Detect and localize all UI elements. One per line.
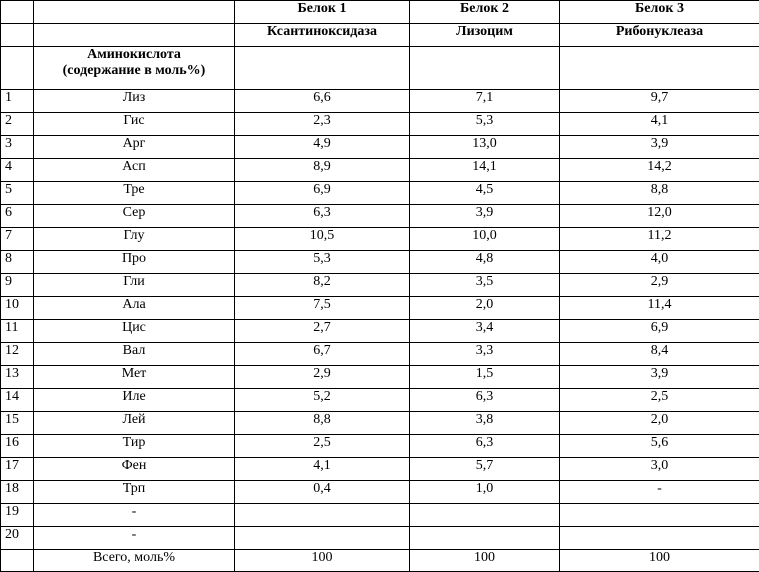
protein-2-value: 1,0 <box>410 481 560 504</box>
protein-1-value: 8,2 <box>235 274 410 297</box>
protein-3-value: 3,0 <box>560 458 759 481</box>
table-row <box>1 435 759 458</box>
protein-3-value: 4,0 <box>560 251 759 274</box>
protein-2-name: Лизоцим <box>410 24 560 47</box>
amino-title-line-1: Аминокислота <box>38 47 230 63</box>
row-number: 12 <box>1 343 34 366</box>
table-row <box>1 297 759 320</box>
protein-3-label: Белок 3 <box>560 1 759 24</box>
amino-acid-name: Иле <box>34 389 235 412</box>
row-number: 3 <box>1 136 34 159</box>
table-row <box>1 366 759 389</box>
row-number: 13 <box>1 366 34 389</box>
protein-1-value: 2,7 <box>235 320 410 343</box>
table-row <box>1 527 759 550</box>
protein-2-value: 3,5 <box>410 274 560 297</box>
row-number: 14 <box>1 389 34 412</box>
protein-1-value: 8,8 <box>235 412 410 435</box>
header-corner-cell <box>1 1 34 24</box>
table-row <box>1 458 759 481</box>
protein-1-value: 2,9 <box>235 366 410 389</box>
row-number: 20 <box>1 527 34 550</box>
protein-3-value: 2,9 <box>560 274 759 297</box>
protein-2-value: 2,0 <box>410 297 560 320</box>
protein-3-value <box>560 504 759 527</box>
protein-1-value: 10,5 <box>235 228 410 251</box>
protein-2-value: 3,9 <box>410 205 560 228</box>
total-protein-2: 100 <box>410 550 560 572</box>
protein-1-value: 2,5 <box>235 435 410 458</box>
header-row-protein-names <box>1 24 759 47</box>
protein-2-value: 14,1 <box>410 159 560 182</box>
protein-1-value: 6,6 <box>235 90 410 113</box>
protein-1-value: 4,9 <box>235 136 410 159</box>
protein-2-value: 3,3 <box>410 343 560 366</box>
header-row-amino-title <box>1 47 759 90</box>
amino-acid-name: Мет <box>34 366 235 389</box>
table-row <box>1 412 759 435</box>
amino-title-line-2: (содержание в моль%) <box>38 63 230 79</box>
amino-acid-name: Гис <box>34 113 235 136</box>
row-number: 1 <box>1 90 34 113</box>
amino-acid-name: Лиз <box>34 90 235 113</box>
protein-2-value <box>410 527 560 550</box>
header-empty-cell <box>235 47 410 90</box>
table-row <box>1 274 759 297</box>
protein-2-value: 4,5 <box>410 182 560 205</box>
protein-1-value: 5,2 <box>235 389 410 412</box>
protein-3-value: 4,1 <box>560 113 759 136</box>
protein-3-value: 9,7 <box>560 90 759 113</box>
amino-acid-name: Лей <box>34 412 235 435</box>
table-row <box>1 343 759 366</box>
amino-acid-name: Фен <box>34 458 235 481</box>
amino-acid-name: - <box>34 527 235 550</box>
header-empty-cell <box>34 24 235 47</box>
row-number: 7 <box>1 228 34 251</box>
protein-3-name: Рибонуклеаза <box>560 24 759 47</box>
table-row <box>1 159 759 182</box>
protein-1-value <box>235 527 410 550</box>
table-row <box>1 504 759 527</box>
protein-3-value: 5,6 <box>560 435 759 458</box>
amino-acid-name: Тир <box>34 435 235 458</box>
header-empty-cell <box>410 47 560 90</box>
amino-acid-name: Тре <box>34 182 235 205</box>
total-row <box>1 550 759 572</box>
protein-3-value: 6,9 <box>560 320 759 343</box>
protein-2-value: 1,5 <box>410 366 560 389</box>
protein-3-value: 12,0 <box>560 205 759 228</box>
protein-3-value: 8,4 <box>560 343 759 366</box>
header-corner-cell <box>1 24 34 47</box>
amino-acid-name: Гли <box>34 274 235 297</box>
table-row <box>1 90 759 113</box>
amino-acid-name: Про <box>34 251 235 274</box>
protein-1-value: 5,3 <box>235 251 410 274</box>
protein-3-value: 14,2 <box>560 159 759 182</box>
header-empty-cell <box>560 47 759 90</box>
protein-3-value: - <box>560 481 759 504</box>
amino-acid-name: Цис <box>34 320 235 343</box>
row-number: 8 <box>1 251 34 274</box>
table-row <box>1 136 759 159</box>
table-row <box>1 389 759 412</box>
row-number: 18 <box>1 481 34 504</box>
row-number: 11 <box>1 320 34 343</box>
row-number: 19 <box>1 504 34 527</box>
amino-acid-name: - <box>34 504 235 527</box>
table-row <box>1 113 759 136</box>
header-empty-cell <box>34 1 235 24</box>
protein-1-value: 4,1 <box>235 458 410 481</box>
protein-1-label: Белок 1 <box>235 1 410 24</box>
protein-1-name: Ксантиноксидаза <box>235 24 410 47</box>
protein-1-value: 2,3 <box>235 113 410 136</box>
amino-acid-name: Глу <box>34 228 235 251</box>
protein-2-value: 5,7 <box>410 458 560 481</box>
amino-acid-column-title <box>34 47 235 90</box>
protein-2-value: 7,1 <box>410 90 560 113</box>
protein-2-label: Белок 2 <box>410 1 560 24</box>
protein-3-value <box>560 527 759 550</box>
protein-2-value <box>410 504 560 527</box>
protein-3-value: 3,9 <box>560 136 759 159</box>
row-number: 2 <box>1 113 34 136</box>
row-number: 9 <box>1 274 34 297</box>
row-number: 16 <box>1 435 34 458</box>
protein-2-value: 5,3 <box>410 113 560 136</box>
protein-1-value: 8,9 <box>235 159 410 182</box>
protein-3-value: 3,9 <box>560 366 759 389</box>
table-row <box>1 182 759 205</box>
protein-1-value: 0,4 <box>235 481 410 504</box>
amino-acid-name: Арг <box>34 136 235 159</box>
header-row-protein-labels <box>1 1 759 24</box>
protein-1-value <box>235 504 410 527</box>
protein-3-value: 2,5 <box>560 389 759 412</box>
total-label: Всего, моль% <box>34 550 235 572</box>
table-row <box>1 205 759 228</box>
table-row <box>1 481 759 504</box>
row-number: 10 <box>1 297 34 320</box>
total-protein-1: 100 <box>235 550 410 572</box>
protein-2-value: 3,8 <box>410 412 560 435</box>
protein-2-value: 10,0 <box>410 228 560 251</box>
row-number: 17 <box>1 458 34 481</box>
protein-3-value: 11,2 <box>560 228 759 251</box>
row-number: 15 <box>1 412 34 435</box>
protein-1-value: 6,3 <box>235 205 410 228</box>
amino-acid-name: Трп <box>34 481 235 504</box>
row-number: 4 <box>1 159 34 182</box>
row-number: 5 <box>1 182 34 205</box>
protein-3-value: 11,4 <box>560 297 759 320</box>
protein-1-value: 7,5 <box>235 297 410 320</box>
table-row <box>1 251 759 274</box>
amino-acid-name: Вал <box>34 343 235 366</box>
amino-acid-name: Сер <box>34 205 235 228</box>
table-body <box>1 90 759 550</box>
protein-2-value: 4,8 <box>410 251 560 274</box>
table-row <box>1 320 759 343</box>
protein-3-value: 2,0 <box>560 412 759 435</box>
protein-2-value: 6,3 <box>410 435 560 458</box>
protein-2-value: 13,0 <box>410 136 560 159</box>
amino-acid-name: Асп <box>34 159 235 182</box>
total-number-cell <box>1 550 34 572</box>
row-number: 6 <box>1 205 34 228</box>
total-protein-3: 100 <box>560 550 759 572</box>
protein-1-value: 6,7 <box>235 343 410 366</box>
protein-1-value: 6,9 <box>235 182 410 205</box>
protein-2-value: 6,3 <box>410 389 560 412</box>
header-corner-cell <box>1 47 34 90</box>
protein-3-value: 8,8 <box>560 182 759 205</box>
table-row <box>1 228 759 251</box>
amino-acid-name: Ала <box>34 297 235 320</box>
protein-2-value: 3,4 <box>410 320 560 343</box>
